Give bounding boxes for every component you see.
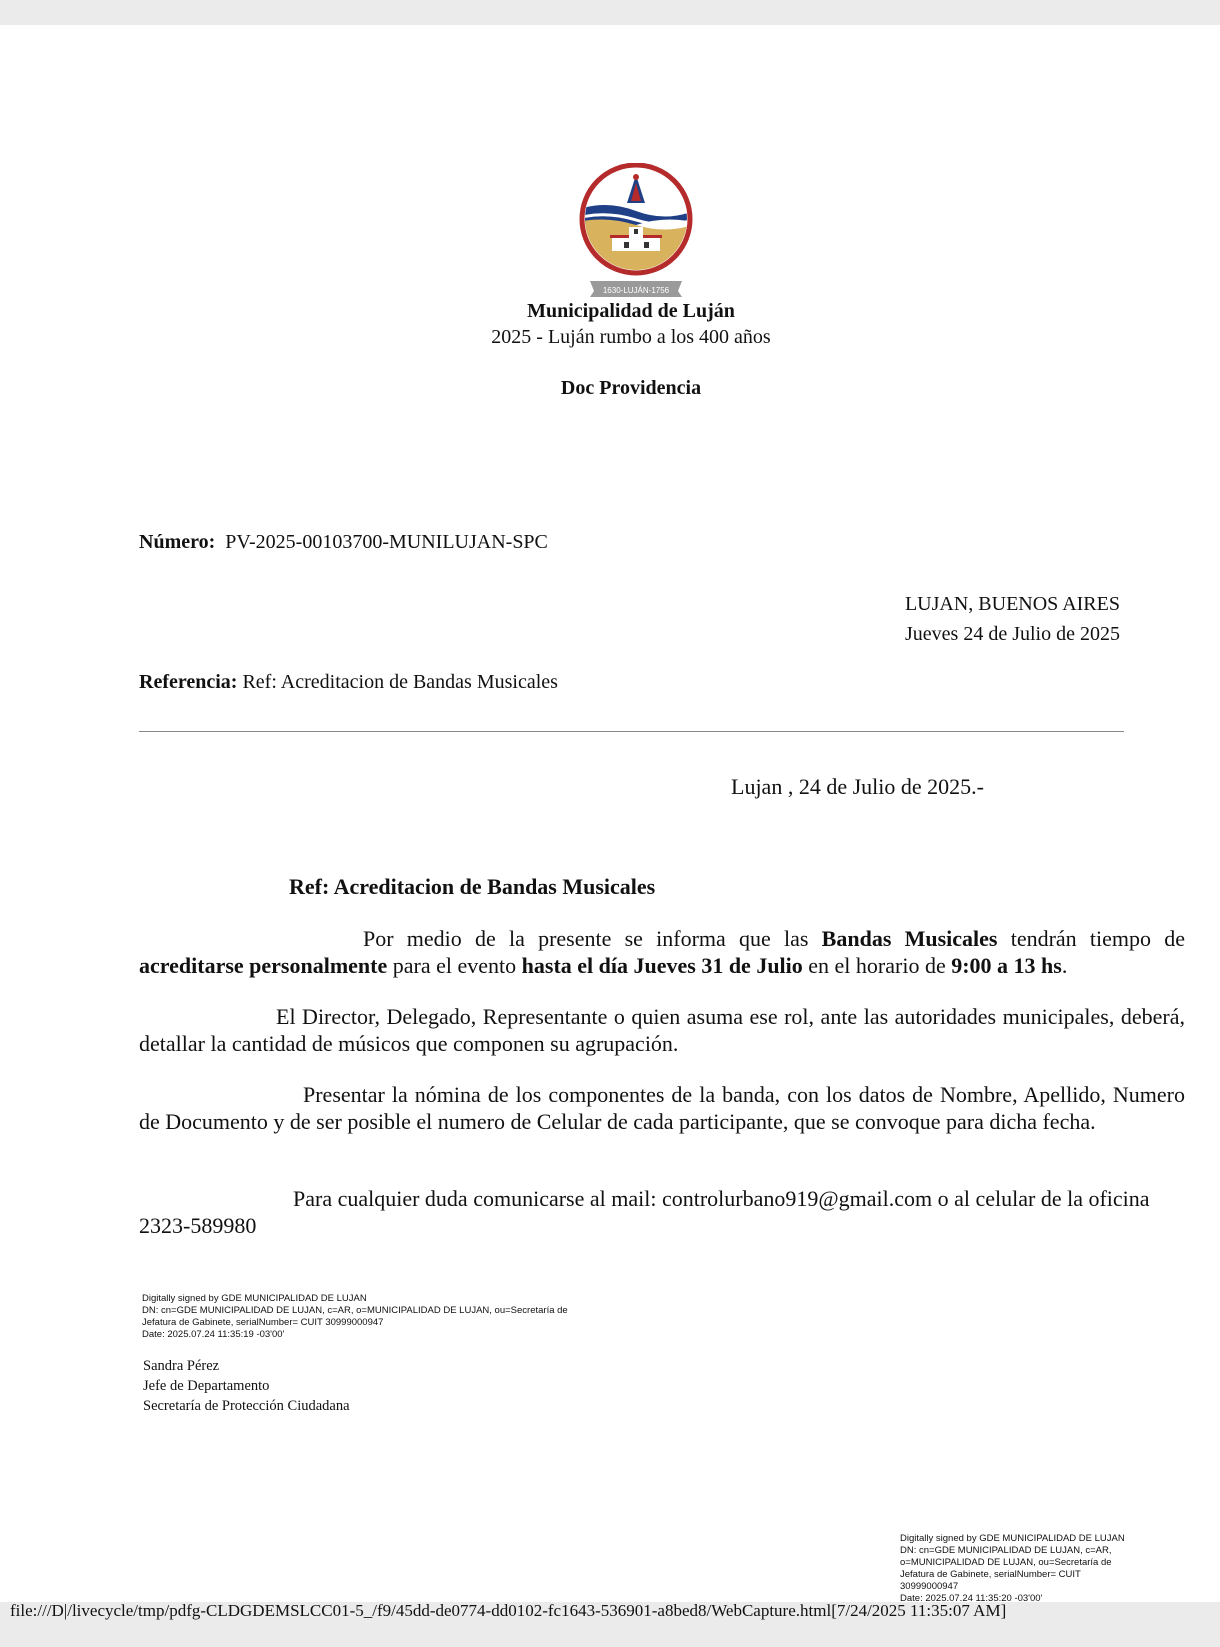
footer-file-path: file:///D|/livecycle/tmp/pdfg-CLDGDEMSLCC01-5_/f9/45dd-de0774-dd0102-fc1643-536901-a8bed8/WebCapture.html[7/24/2025 11:35:07 AM] (10, 1601, 1007, 1620)
sig2-line: Digitally signed by GDE MUNICIPALIDAD DE LUJAN (900, 1533, 1125, 1544)
number-value: PV-2025-00103700-MUNILUJAN-SPC (225, 531, 548, 553)
document-page (0, 25, 1220, 1620)
p1-bold-bandas: Bandas Musicales (821, 926, 998, 951)
signer-position: Jefe de Departamento (143, 1378, 270, 1394)
sig2-line: 30999000947 (900, 1581, 959, 1592)
sig1-line: Jefatura de Gabinete, serialNumber= CUIT 30999000947 (142, 1317, 384, 1328)
reference-line (139, 671, 558, 694)
issue-date: Jueves 24 de Julio de 2025 (905, 623, 1120, 645)
p1-text-e: para el evento (387, 953, 522, 978)
paragraph-2: El Director, Delegado, Representante o quien asuma ese rol, ante las autoridades municipales, deberá, detallar la cantidad de músicos que componen su agrupación. (139, 1004, 1185, 1056)
reference-label: Referencia: (139, 671, 238, 693)
p1-text-i: . (1061, 953, 1068, 978)
logo-motto: 1630-LUJÁN-1756 (602, 286, 670, 295)
municipal-seal-logo (574, 163, 698, 313)
sig2-line: Jefatura de Gabinete, serialNumber= CUIT (900, 1569, 1081, 1580)
sig2-line: o=MUNICIPALIDAD DE LUJAN, ou=Secretaría de (900, 1557, 1112, 1568)
signer-block (143, 1356, 350, 1416)
number-label: Número: (139, 531, 216, 553)
sig2-line: Date: 2025.07.24 11:35:20 -03'00' (900, 1593, 1043, 1604)
body-ref-heading: Ref: Acreditacion de Bandas Musicales (289, 874, 656, 899)
p1-bold-deadline: hasta el día Jueves 31 de Julio (521, 953, 803, 978)
p1-text-g: en el horario de (802, 953, 952, 978)
digital-signature-2 (900, 1533, 1150, 1605)
signer-office: Secretaría de Protección Ciudadana (143, 1398, 350, 1414)
sig1-line: Date: 2025.07.24 11:35:19 -03'00' (142, 1329, 285, 1340)
document-type: Doc Providencia (560, 377, 702, 399)
body-date-line: Lujan , 24 de Julio de 2025.- (731, 774, 984, 799)
p1-text-a: Por medio de la presente se informa que las (363, 926, 822, 951)
sig2-line: DN: cn=GDE MUNICIPALIDAD DE LUJAN, c=AR, (900, 1545, 1112, 1556)
paragraph-3: Presentar la nómina de los componentes de la banda, con los datos de Nombre, Apellido, Numero de Documento y de ser posible el numero de Celular de cada participante, que se convoque para dicha fecha. (139, 1082, 1185, 1134)
p1-bold-hours: 9:00 a 13 hs (951, 953, 1062, 978)
paragraph-4: Para cualquier duda comunicarse al mail: controlurbano919@gmail.com o al celular de la oficina 2323-589980 (139, 1186, 1150, 1238)
p1-text-c: tendrán tiempo de (997, 926, 1185, 951)
sig1-line: DN: cn=GDE MUNICIPALIDAD DE LUJAN, c=AR, o=MUNICIPALIDAD DE LUJAN, ou=Secretaría de (142, 1305, 568, 1316)
page-title: Municipalidad de Luján (527, 300, 735, 322)
divider (139, 731, 1124, 732)
reference-value: Ref: Acreditacion de Bandas Musicales (242, 671, 558, 693)
signer-name: Sandra Pérez (143, 1358, 220, 1374)
sig1-line: Digitally signed by GDE MUNICIPALIDAD DE LUJAN (142, 1293, 367, 1304)
place-date-block (905, 589, 1120, 649)
p1-bold-acreditarse: acreditarse personalmente (139, 953, 388, 978)
document-number (139, 531, 548, 554)
place: LUJAN, BUENOS AIRES (904, 593, 1120, 615)
digital-signature-1 (142, 1293, 662, 1341)
paragraph-1 (139, 925, 1185, 979)
page-subtitle: 2025 - Luján rumbo a los 400 años (491, 326, 771, 348)
